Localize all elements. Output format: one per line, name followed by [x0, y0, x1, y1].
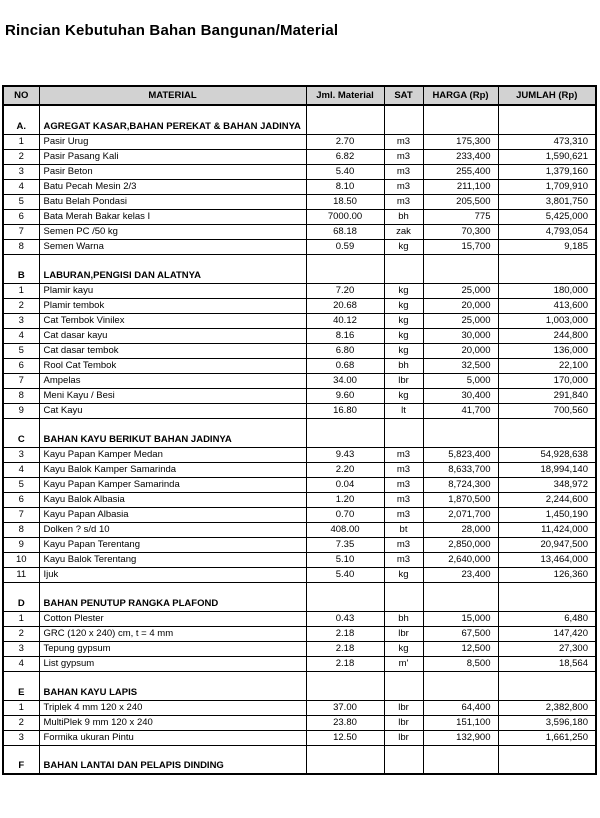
- row-harga-cell: 32,500: [423, 358, 498, 373]
- row-no-cell: 8: [3, 239, 39, 254]
- table-row: [3, 328, 596, 343]
- row-no-cell: 9: [3, 537, 39, 552]
- empty-cell: [498, 105, 596, 134]
- row-harga-cell: 132,900: [423, 730, 498, 745]
- table-row: [3, 388, 596, 403]
- row-jumlah-cell: 291,840: [498, 388, 596, 403]
- section-letter: E: [3, 671, 39, 700]
- row-harga-cell: 15,000: [423, 611, 498, 626]
- row-material-cell: Kayu Papan Kamper Samarinda: [39, 477, 306, 492]
- row-jumlah-cell: 1,450,190: [498, 507, 596, 522]
- row-sat-cell: m3: [384, 447, 423, 462]
- section-row: [3, 254, 596, 283]
- row-jumlah-cell: 18,994,140: [498, 462, 596, 477]
- row-qty-cell: 2.18: [306, 626, 384, 641]
- table-row: [3, 567, 596, 582]
- row-qty-cell: 1.20: [306, 492, 384, 507]
- row-jumlah-cell: 3,801,750: [498, 194, 596, 209]
- row-no-cell: 2: [3, 626, 39, 641]
- empty-cell: [306, 582, 384, 611]
- row-sat-cell: lbr: [384, 715, 423, 730]
- row-sat-cell: kg: [384, 298, 423, 313]
- row-jumlah-cell: 1,003,000: [498, 313, 596, 328]
- row-jumlah-cell: 3,596,180: [498, 715, 596, 730]
- row-sat-cell: bh: [384, 611, 423, 626]
- row-harga-cell: 70,300: [423, 224, 498, 239]
- table-row: [3, 626, 596, 641]
- row-harga-cell: 2,071,700: [423, 507, 498, 522]
- row-harga-cell: 211,100: [423, 179, 498, 194]
- table-row: [3, 507, 596, 522]
- empty-cell: [384, 582, 423, 611]
- row-no-cell: 7: [3, 224, 39, 239]
- row-material-cell: Ijuk: [39, 567, 306, 582]
- row-sat-cell: lbr: [384, 626, 423, 641]
- row-harga-cell: 255,400: [423, 164, 498, 179]
- row-sat-cell: bt: [384, 522, 423, 537]
- row-qty-cell: 68.18: [306, 224, 384, 239]
- table-row: [3, 656, 596, 671]
- section-row: [3, 582, 596, 611]
- row-no-cell: 3: [3, 641, 39, 656]
- section-title: AGREGAT KASAR,BAHAN PEREKAT & BAHAN JADINYA: [39, 105, 306, 134]
- row-jumlah-cell: 700,560: [498, 403, 596, 418]
- row-material-cell: Plamir kayu: [39, 283, 306, 298]
- section-row: [3, 671, 596, 700]
- row-sat-cell: kg: [384, 313, 423, 328]
- row-material-cell: List gypsum: [39, 656, 306, 671]
- row-harga-cell: 8,633,700: [423, 462, 498, 477]
- table-row: [3, 700, 596, 715]
- row-jumlah-cell: 473,310: [498, 134, 596, 149]
- col-header-harga: HARGA (Rp): [423, 86, 498, 105]
- row-harga-cell: 25,000: [423, 283, 498, 298]
- row-no-cell: 3: [3, 730, 39, 745]
- row-jumlah-cell: 1,590,621: [498, 149, 596, 164]
- empty-cell: [306, 671, 384, 700]
- table-row: [3, 298, 596, 313]
- row-jumlah-cell: 13,464,000: [498, 552, 596, 567]
- table-row: [3, 209, 596, 224]
- empty-cell: [498, 418, 596, 447]
- row-no-cell: 4: [3, 462, 39, 477]
- row-jumlah-cell: 6,480: [498, 611, 596, 626]
- row-jumlah-cell: 244,800: [498, 328, 596, 343]
- row-material-cell: Ampelas: [39, 373, 306, 388]
- section-letter: F: [3, 745, 39, 774]
- empty-cell: [423, 254, 498, 283]
- table-row: [3, 373, 596, 388]
- material-table: [2, 85, 597, 775]
- row-material-cell: Tepung gypsum: [39, 641, 306, 656]
- row-jumlah-cell: 2,244,600: [498, 492, 596, 507]
- row-sat-cell: m3: [384, 134, 423, 149]
- row-qty-cell: 37.00: [306, 700, 384, 715]
- row-sat-cell: kg: [384, 343, 423, 358]
- row-material-cell: Kayu Balok Kamper Samarinda: [39, 462, 306, 477]
- empty-cell: [423, 671, 498, 700]
- row-harga-cell: 2,850,000: [423, 537, 498, 552]
- section-row: [3, 418, 596, 447]
- row-no-cell: 4: [3, 179, 39, 194]
- table-row: [3, 522, 596, 537]
- row-sat-cell: m3: [384, 149, 423, 164]
- row-jumlah-cell: 5,425,000: [498, 209, 596, 224]
- col-header-jumlah: JUMLAH (Rp): [498, 86, 596, 105]
- row-no-cell: 5: [3, 343, 39, 358]
- row-sat-cell: m3: [384, 552, 423, 567]
- row-qty-cell: 8.16: [306, 328, 384, 343]
- row-jumlah-cell: 136,000: [498, 343, 596, 358]
- section-letter: A.: [3, 105, 39, 134]
- row-sat-cell: kg: [384, 567, 423, 582]
- row-material-cell: Kayu Papan Terentang: [39, 537, 306, 552]
- row-sat-cell: kg: [384, 641, 423, 656]
- row-material-cell: Formika ukuran Pintu: [39, 730, 306, 745]
- row-sat-cell: bh: [384, 358, 423, 373]
- col-header-material: MATERIAL: [39, 86, 306, 105]
- section-title: BAHAN PENUTUP RANGKA PLAFOND: [39, 582, 306, 611]
- row-harga-cell: 1,870,500: [423, 492, 498, 507]
- row-no-cell: 4: [3, 656, 39, 671]
- row-jumlah-cell: 348,972: [498, 477, 596, 492]
- empty-cell: [498, 254, 596, 283]
- row-harga-cell: 41,700: [423, 403, 498, 418]
- row-material-cell: Kayu Balok Terentang: [39, 552, 306, 567]
- row-qty-cell: 16.80: [306, 403, 384, 418]
- row-no-cell: 4: [3, 328, 39, 343]
- row-sat-cell: lbr: [384, 730, 423, 745]
- section-title: LABURAN,PENGISI DAN ALATNYA: [39, 254, 306, 283]
- row-jumlah-cell: 27,300: [498, 641, 596, 656]
- empty-cell: [423, 582, 498, 611]
- row-sat-cell: m3: [384, 492, 423, 507]
- section-title: BAHAN KAYU BERIKUT BAHAN JADINYA: [39, 418, 306, 447]
- row-qty-cell: 2.18: [306, 641, 384, 656]
- row-jumlah-cell: 170,000: [498, 373, 596, 388]
- row-harga-cell: 175,300: [423, 134, 498, 149]
- row-material-cell: Meni Kayu / Besi: [39, 388, 306, 403]
- row-material-cell: Pasir Urug: [39, 134, 306, 149]
- empty-cell: [423, 105, 498, 134]
- row-harga-cell: 64,400: [423, 700, 498, 715]
- row-material-cell: Kayu Balok Albasia: [39, 492, 306, 507]
- row-material-cell: Cotton Plester: [39, 611, 306, 626]
- row-sat-cell: m3: [384, 179, 423, 194]
- row-harga-cell: 25,000: [423, 313, 498, 328]
- section-row: [3, 745, 596, 774]
- row-jumlah-cell: 126,360: [498, 567, 596, 582]
- row-no-cell: 7: [3, 507, 39, 522]
- table-row: [3, 283, 596, 298]
- table-row: [3, 194, 596, 209]
- table-row: [3, 611, 596, 626]
- row-material-cell: Semen Warna: [39, 239, 306, 254]
- row-harga-cell: 12,500: [423, 641, 498, 656]
- row-qty-cell: 9.60: [306, 388, 384, 403]
- row-jumlah-cell: 9,185: [498, 239, 596, 254]
- empty-cell: [384, 105, 423, 134]
- row-qty-cell: 0.68: [306, 358, 384, 373]
- page-title: Rincian Kebutuhan Bahan Bangunan/Material: [5, 22, 339, 39]
- row-qty-cell: 2.18: [306, 656, 384, 671]
- row-sat-cell: lbr: [384, 700, 423, 715]
- row-harga-cell: 775: [423, 209, 498, 224]
- row-qty-cell: 2.20: [306, 462, 384, 477]
- row-harga-cell: 8,724,300: [423, 477, 498, 492]
- row-qty-cell: 7.35: [306, 537, 384, 552]
- row-material-cell: Pasir Pasang Kali: [39, 149, 306, 164]
- table-row: [3, 447, 596, 462]
- row-qty-cell: 2.70: [306, 134, 384, 149]
- row-harga-cell: 30,000: [423, 328, 498, 343]
- row-no-cell: 8: [3, 388, 39, 403]
- row-qty-cell: 0.59: [306, 239, 384, 254]
- row-qty-cell: 5.10: [306, 552, 384, 567]
- table-row: [3, 492, 596, 507]
- row-no-cell: 1: [3, 134, 39, 149]
- row-harga-cell: 5,823,400: [423, 447, 498, 462]
- row-harga-cell: 2,640,000: [423, 552, 498, 567]
- row-material-cell: Dolken ? s/d 10: [39, 522, 306, 537]
- empty-cell: [423, 745, 498, 774]
- row-sat-cell: kg: [384, 388, 423, 403]
- row-material-cell: Bata Merah Bakar kelas I: [39, 209, 306, 224]
- row-qty-cell: 408.00: [306, 522, 384, 537]
- row-no-cell: 2: [3, 715, 39, 730]
- table-row: [3, 149, 596, 164]
- table-row: [3, 343, 596, 358]
- col-header-sat: SAT: [384, 86, 423, 105]
- row-qty-cell: 5.40: [306, 567, 384, 582]
- row-no-cell: 3: [3, 313, 39, 328]
- section-row: [3, 105, 596, 134]
- table-row: [3, 179, 596, 194]
- table-row: [3, 134, 596, 149]
- row-sat-cell: m3: [384, 537, 423, 552]
- row-no-cell: 2: [3, 298, 39, 313]
- row-material-cell: Cat Kayu: [39, 403, 306, 418]
- row-jumlah-cell: 22,100: [498, 358, 596, 373]
- section-letter: C: [3, 418, 39, 447]
- empty-cell: [306, 254, 384, 283]
- table-row: [3, 239, 596, 254]
- empty-cell: [498, 582, 596, 611]
- row-harga-cell: 30,400: [423, 388, 498, 403]
- row-jumlah-cell: 1,379,160: [498, 164, 596, 179]
- col-header-jml: Jml. Material: [306, 86, 384, 105]
- row-material-cell: Plamir tembok: [39, 298, 306, 313]
- row-no-cell: 6: [3, 209, 39, 224]
- empty-cell: [384, 671, 423, 700]
- empty-cell: [498, 671, 596, 700]
- row-qty-cell: 7.20: [306, 283, 384, 298]
- empty-cell: [498, 745, 596, 774]
- section-letter: D: [3, 582, 39, 611]
- row-material-cell: GRC (120 x 240) cm, t = 4 mm: [39, 626, 306, 641]
- row-no-cell: 6: [3, 358, 39, 373]
- row-material-cell: Triplek 4 mm 120 x 240: [39, 700, 306, 715]
- row-jumlah-cell: 4,793,054: [498, 224, 596, 239]
- row-no-cell: 1: [3, 700, 39, 715]
- row-sat-cell: m': [384, 656, 423, 671]
- row-sat-cell: kg: [384, 239, 423, 254]
- row-sat-cell: m3: [384, 194, 423, 209]
- row-qty-cell: 0.70: [306, 507, 384, 522]
- row-material-cell: Batu Pecah Mesin 2/3: [39, 179, 306, 194]
- row-qty-cell: 9.43: [306, 447, 384, 462]
- row-jumlah-cell: 147,420: [498, 626, 596, 641]
- row-no-cell: 5: [3, 194, 39, 209]
- row-harga-cell: 205,500: [423, 194, 498, 209]
- row-harga-cell: 23,400: [423, 567, 498, 582]
- table-row: [3, 537, 596, 552]
- row-sat-cell: m3: [384, 477, 423, 492]
- row-material-cell: Kayu Papan Albasia: [39, 507, 306, 522]
- row-sat-cell: m3: [384, 164, 423, 179]
- row-no-cell: 8: [3, 522, 39, 537]
- row-material-cell: Rool Cat Tembok: [39, 358, 306, 373]
- table-row: [3, 358, 596, 373]
- section-title: BAHAN KAYU LAPIS: [39, 671, 306, 700]
- row-material-cell: MultiPlek 9 mm 120 x 240: [39, 715, 306, 730]
- empty-cell: [384, 418, 423, 447]
- row-qty-cell: 12.50: [306, 730, 384, 745]
- row-no-cell: 7: [3, 373, 39, 388]
- row-harga-cell: 8,500: [423, 656, 498, 671]
- row-jumlah-cell: 1,661,250: [498, 730, 596, 745]
- row-no-cell: 3: [3, 164, 39, 179]
- table-row: [3, 477, 596, 492]
- table-header-row: [3, 86, 596, 105]
- col-header-no: NO: [3, 86, 39, 105]
- table-row: [3, 641, 596, 656]
- table-row: [3, 730, 596, 745]
- row-sat-cell: kg: [384, 283, 423, 298]
- row-sat-cell: lbr: [384, 373, 423, 388]
- row-no-cell: 6: [3, 492, 39, 507]
- material-table-body: [3, 105, 596, 774]
- row-qty-cell: 6.80: [306, 343, 384, 358]
- row-sat-cell: m3: [384, 462, 423, 477]
- row-material-cell: Cat dasar tembok: [39, 343, 306, 358]
- empty-cell: [306, 105, 384, 134]
- row-jumlah-cell: 180,000: [498, 283, 596, 298]
- row-sat-cell: kg: [384, 328, 423, 343]
- row-no-cell: 1: [3, 611, 39, 626]
- row-qty-cell: 20.68: [306, 298, 384, 313]
- row-qty-cell: 18.50: [306, 194, 384, 209]
- row-harga-cell: 67,500: [423, 626, 498, 641]
- row-material-cell: Kayu Papan Kamper Medan: [39, 447, 306, 462]
- row-material-cell: Pasir Beton: [39, 164, 306, 179]
- row-qty-cell: 34.00: [306, 373, 384, 388]
- table-row: [3, 552, 596, 567]
- row-no-cell: 11: [3, 567, 39, 582]
- section-letter: B: [3, 254, 39, 283]
- row-jumlah-cell: 1,709,910: [498, 179, 596, 194]
- row-harga-cell: 15,700: [423, 239, 498, 254]
- row-sat-cell: bh: [384, 209, 423, 224]
- row-qty-cell: 0.43: [306, 611, 384, 626]
- empty-cell: [423, 418, 498, 447]
- row-harga-cell: 20,000: [423, 298, 498, 313]
- row-harga-cell: 151,100: [423, 715, 498, 730]
- row-qty-cell: 0.04: [306, 477, 384, 492]
- row-sat-cell: m3: [384, 507, 423, 522]
- row-harga-cell: 20,000: [423, 343, 498, 358]
- row-jumlah-cell: 11,424,000: [498, 522, 596, 537]
- section-title: BAHAN LANTAI DAN PELAPIS DINDING: [39, 745, 306, 774]
- empty-cell: [306, 745, 384, 774]
- table-row: [3, 224, 596, 239]
- row-qty-cell: 23.80: [306, 715, 384, 730]
- row-jumlah-cell: 18,564: [498, 656, 596, 671]
- row-no-cell: 10: [3, 552, 39, 567]
- empty-cell: [384, 745, 423, 774]
- row-jumlah-cell: 413,600: [498, 298, 596, 313]
- row-qty-cell: 40.12: [306, 313, 384, 328]
- row-jumlah-cell: 20,947,500: [498, 537, 596, 552]
- empty-cell: [306, 418, 384, 447]
- row-no-cell: 9: [3, 403, 39, 418]
- table-row: [3, 462, 596, 477]
- row-jumlah-cell: 2,382,800: [498, 700, 596, 715]
- row-qty-cell: 5.40: [306, 164, 384, 179]
- row-material-cell: Batu Belah Pondasi: [39, 194, 306, 209]
- row-material-cell: Cat Tembok Vinilex: [39, 313, 306, 328]
- table-row: [3, 164, 596, 179]
- table-row: [3, 313, 596, 328]
- row-no-cell: 3: [3, 447, 39, 462]
- row-material-cell: Cat dasar kayu: [39, 328, 306, 343]
- row-sat-cell: zak: [384, 224, 423, 239]
- row-qty-cell: 8.10: [306, 179, 384, 194]
- row-harga-cell: 28,000: [423, 522, 498, 537]
- row-sat-cell: lt: [384, 403, 423, 418]
- row-qty-cell: 6.82: [306, 149, 384, 164]
- row-harga-cell: 233,400: [423, 149, 498, 164]
- row-no-cell: 1: [3, 283, 39, 298]
- row-no-cell: 2: [3, 149, 39, 164]
- row-material-cell: Semen PC /50 kg: [39, 224, 306, 239]
- row-harga-cell: 5,000: [423, 373, 498, 388]
- table-row: [3, 715, 596, 730]
- row-no-cell: 5: [3, 477, 39, 492]
- empty-cell: [384, 254, 423, 283]
- table-row: [3, 403, 596, 418]
- row-jumlah-cell: 54,928,638: [498, 447, 596, 462]
- row-qty-cell: 7000.00: [306, 209, 384, 224]
